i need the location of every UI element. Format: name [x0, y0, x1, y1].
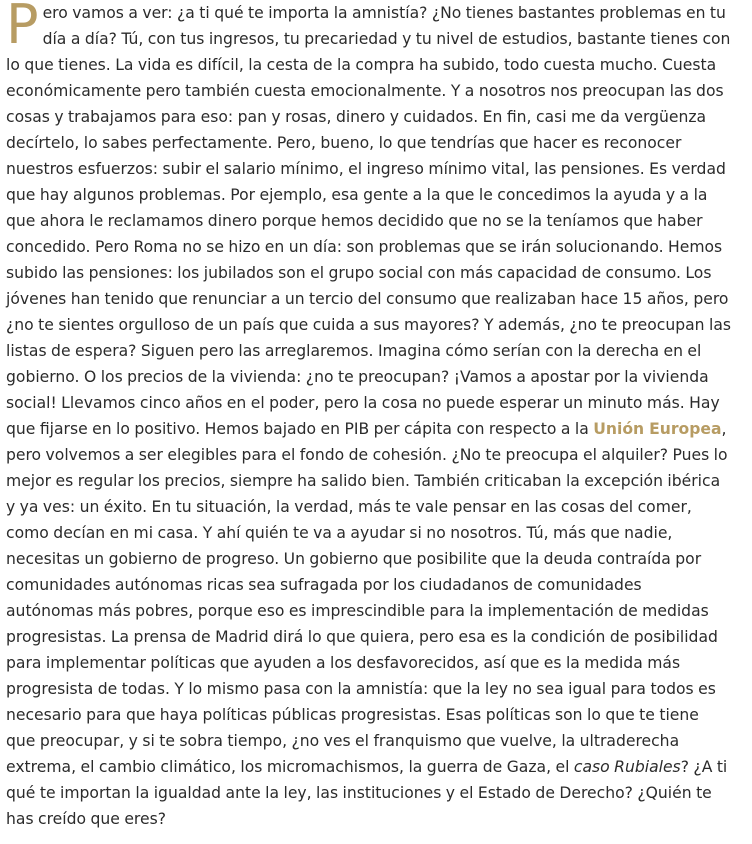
italic-caso-rubiales: caso Rubiales	[573, 758, 681, 776]
link-union-europea[interactable]: Unión Europea	[593, 420, 722, 438]
paragraph-text-part-3: ? ¿A ti qué te importan la igualdad ante la ley, las instituciones y el Estado de Derecho? ¿Quién te has creído que eres?	[6, 758, 728, 828]
article-body	[6, 0, 732, 832]
article-paragraph	[6, 0, 732, 832]
drop-cap: P	[6, 0, 39, 56]
paragraph-text-part-1: ero vamos a ver: ¿a ti qué te importa la amnistía? ¿No tienes bastantes problemas en tu día a día? Tú, con tus ingresos, tu precariedad y tu nivel de estudios, bastante tienes con lo que tienes. La vida es difícil, la cesta de la compra ha subido, todo cuesta mucho. Cuesta económicamente pero también cuesta emocionalmente. Y a nosotros nos preocupan las dos cosas y trabajamos para eso: pan y rosas, dinero y cuidados. En fin, casi me da vergüenza decírtelo, lo sabes perfectamente. Pero, bueno, lo que tendrías que hacer es reconocer nuestros esfuerzos: subir el salario mínimo, el ingreso mínimo vital, las pensiones. Es verdad que hay algunos problemas. Por ejemplo, esa gente a la que le concedimos la ayuda y a la que ahora le reclamamos dinero porque hemos decidido que no se la teníamos que haber concedido. Pero Roma no se hizo en un día: son problemas que se irán solucionando. Hemos subido las pensiones: los jubilados son el grupo social con más capacidad de consumo. Los jóvenes han tenido que renunciar a un tercio del consumo que realizaban hace 15 años, pero ¿no te sientes orgulloso de un país que cuida a sus mayores? Y además, ¿no te preocupan las listas de espera? Siguen pero las arreglaremos. Imagina cómo serían con la derecha en el gobierno. O los precios de la vivienda: ¿no te preocupan? ¡Vamos a apostar por la vivienda social! Llevamos cinco años en el poder, pero la cosa no puede esperar un minuto más. Hay que fijarse en lo positivo. Hemos bajado en PIB per cápita con respecto a la	[6, 4, 732, 438]
paragraph-text-part-2: , pero volvemos a ser elegibles para el fondo de cohesión. ¿No te preocupa el alquiler? Pues lo mejor es regular los precios, siempre ha salido bien. También criticaban la excepción ibérica y ya ves: un éxito. En tu situación, la verdad, más te vale pensar en las cosas del comer, como decían en mi casa. Y ahí quién te va a ayudar si no nosotros. Tú, más que nadie, necesitas un gobierno de progreso. Un gobierno que posibilite que la deuda contraída por comunidades autónomas ricas sea sufragada por los ciudadanos de comunidades autónomas más pobres, porque eso es imprescindible para la implementación de medidas progresistas. La prensa de Madrid dirá lo que quiera, pero esa es la condición de posibilidad para implementar políticas que ayuden a los desfavorecidos, así que es la medida más progresista de todas. Y lo mismo pasa con la amnistía: que la ley no sea igual para todos es necesario para que haya políticas públicas progresistas. Esas políticas son lo que te tiene que preocupar, y si te sobra tiempo, ¿no ves el franquismo que vuelve, la ultraderecha extrema, el cambio climático, los micromachismos, la guerra de Gaza, el	[6, 420, 728, 776]
